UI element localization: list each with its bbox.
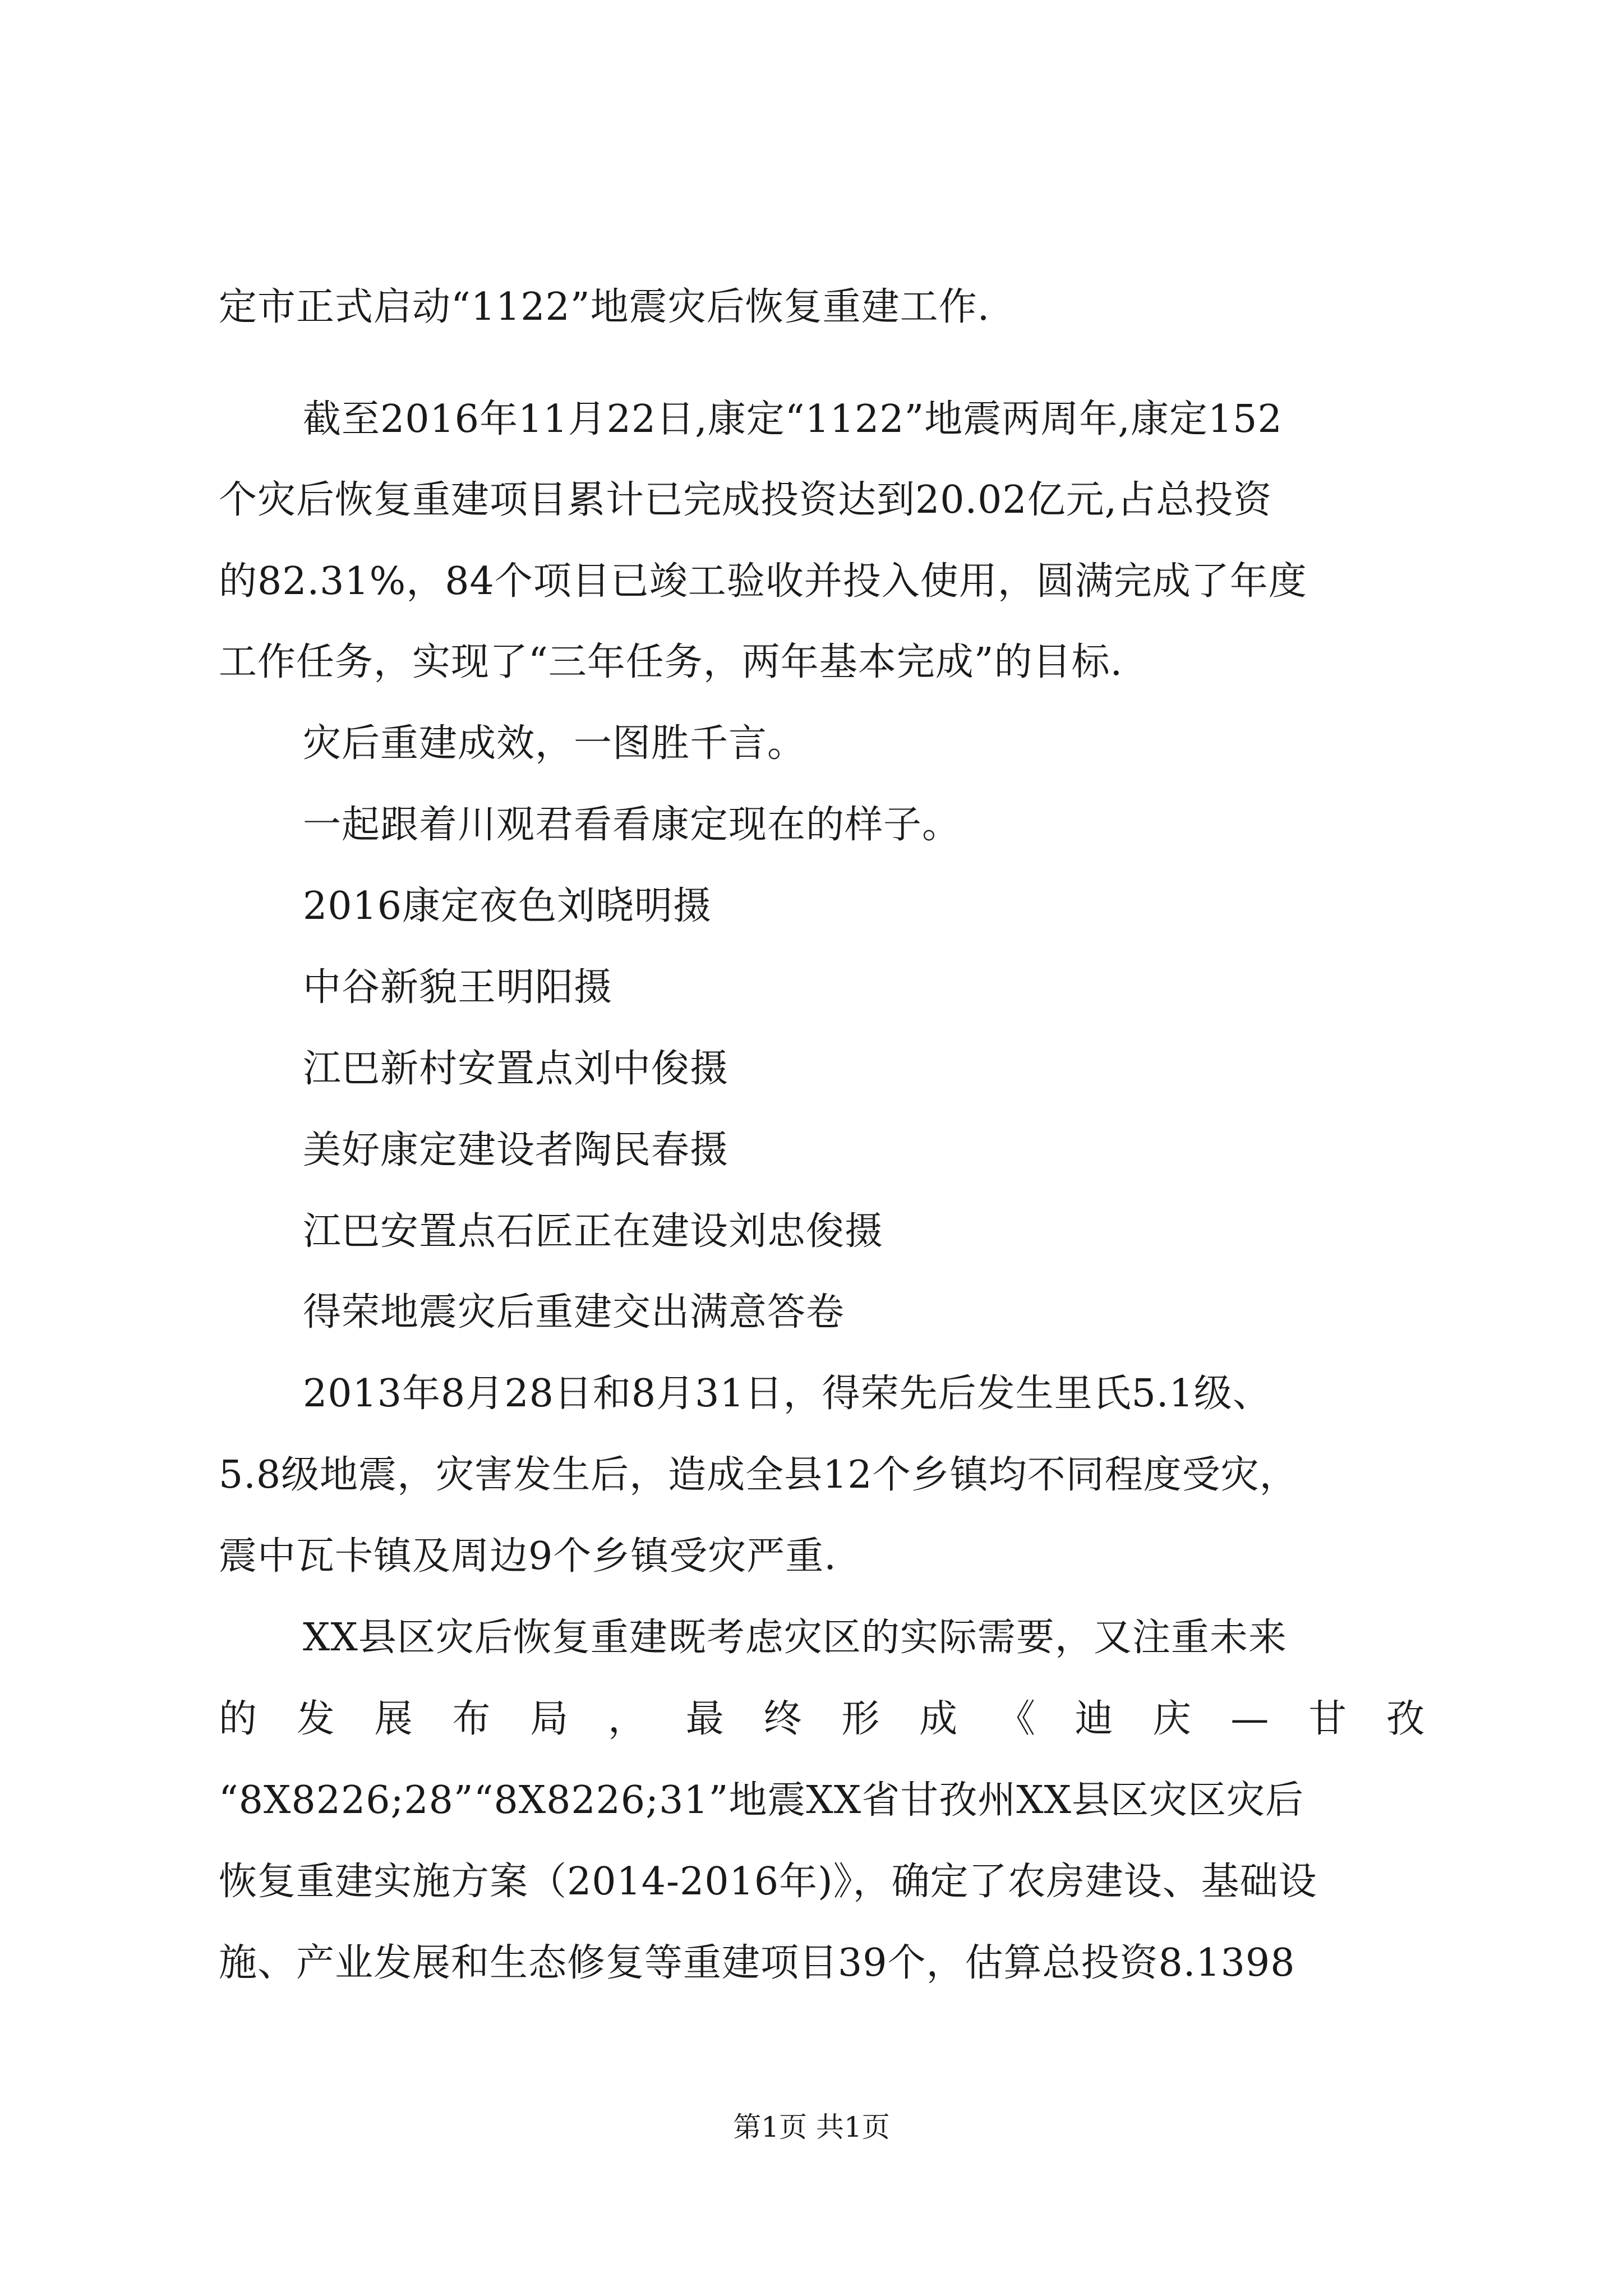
section-heading: 得荣地震灾后重建交出满意答卷 bbox=[303, 1290, 845, 1335]
page-footer: 第1页 共1页 bbox=[733, 2111, 890, 2143]
paragraph-line: 个灾后恢复重建项目累计已完成投资达到20.02亿元,占总投资 bbox=[219, 478, 1272, 522]
spread-char: 形 bbox=[841, 1697, 880, 1741]
photo-caption: 美好康定建设者陶民春摄 bbox=[303, 1128, 729, 1172]
photo-caption: 中谷新貌王明阳摄 bbox=[303, 965, 613, 1010]
paragraph-line: 2013年8月28日和8月31日，得荣先后发生里氏5.1级、 bbox=[303, 1372, 1271, 1416]
paragraph-line: 施、产业发展和生态修复等重建项目39个，估算总投资8.1398 bbox=[219, 1941, 1295, 1985]
spread-char: 庆 bbox=[1152, 1697, 1191, 1741]
paragraph-line: 恢复重建实施方案（2014-2016年)》，确定了农房建设、基础设 bbox=[219, 1860, 1317, 1904]
spread-char: 成 bbox=[919, 1697, 958, 1741]
photo-caption: 江巴安置点石匠正在建设刘忠俊摄 bbox=[303, 1209, 884, 1254]
paragraph-line: 震中瓦卡镇及周边9个乡镇受灾严重. bbox=[219, 1534, 837, 1579]
paragraph-line: 工作任务，实现了“三年任务，两年基本完成”的目标. bbox=[219, 640, 1123, 684]
spread-char: 展 bbox=[374, 1697, 413, 1741]
spread-char: 甘 bbox=[1308, 1697, 1347, 1741]
paragraph-line: “8X8226;28”“8X8226;31”地震XX省甘孜州XX县区灾区灾后 bbox=[219, 1778, 1304, 1823]
paragraph-line: 截至2016年11月22日,康定“1122”地震两周年,康定152 bbox=[303, 397, 1283, 441]
paragraph-line: XX县区灾后恢复重建既考虑灾区的实际需要，又注重未来 bbox=[303, 1616, 1287, 1660]
spread-char: 最 bbox=[685, 1697, 724, 1741]
paragraph-line: 5.8级地震，灾害发生后，造成全县12个乡镇均不同程度受灾， bbox=[219, 1453, 1298, 1497]
photo-caption: 江巴新村安置点刘中俊摄 bbox=[303, 1047, 729, 1091]
spread-char: 《 bbox=[997, 1697, 1035, 1741]
photo-caption: 2016康定夜色刘晓明摄 bbox=[303, 884, 712, 928]
spread-char: 发 bbox=[296, 1697, 335, 1741]
paragraph-line: 的82.31%，84个项目已竣工验收并投入使用，圆满完成了年度 bbox=[219, 559, 1307, 604]
spread-char: 的 bbox=[219, 1697, 257, 1741]
paragraph-line: 灾后重建成效，一图胜千言。 bbox=[303, 721, 806, 766]
spread-char: 布 bbox=[452, 1697, 491, 1741]
spread-char: — bbox=[1230, 1697, 1269, 1741]
spread-char: 迪 bbox=[1075, 1697, 1113, 1741]
spread-char: 局 bbox=[530, 1697, 569, 1741]
spread-char: 终 bbox=[763, 1697, 802, 1741]
spread-char: ， bbox=[607, 1697, 646, 1741]
spread-paragraph-line bbox=[219, 1697, 1424, 1742]
paragraph-line: 一起跟着川观君看看康定现在的样子。 bbox=[303, 803, 961, 847]
spread-char: 孜 bbox=[1386, 1697, 1424, 1741]
paragraph-line: 定市正式启动“1122”地震灾后恢复重建工作. bbox=[219, 285, 990, 329]
